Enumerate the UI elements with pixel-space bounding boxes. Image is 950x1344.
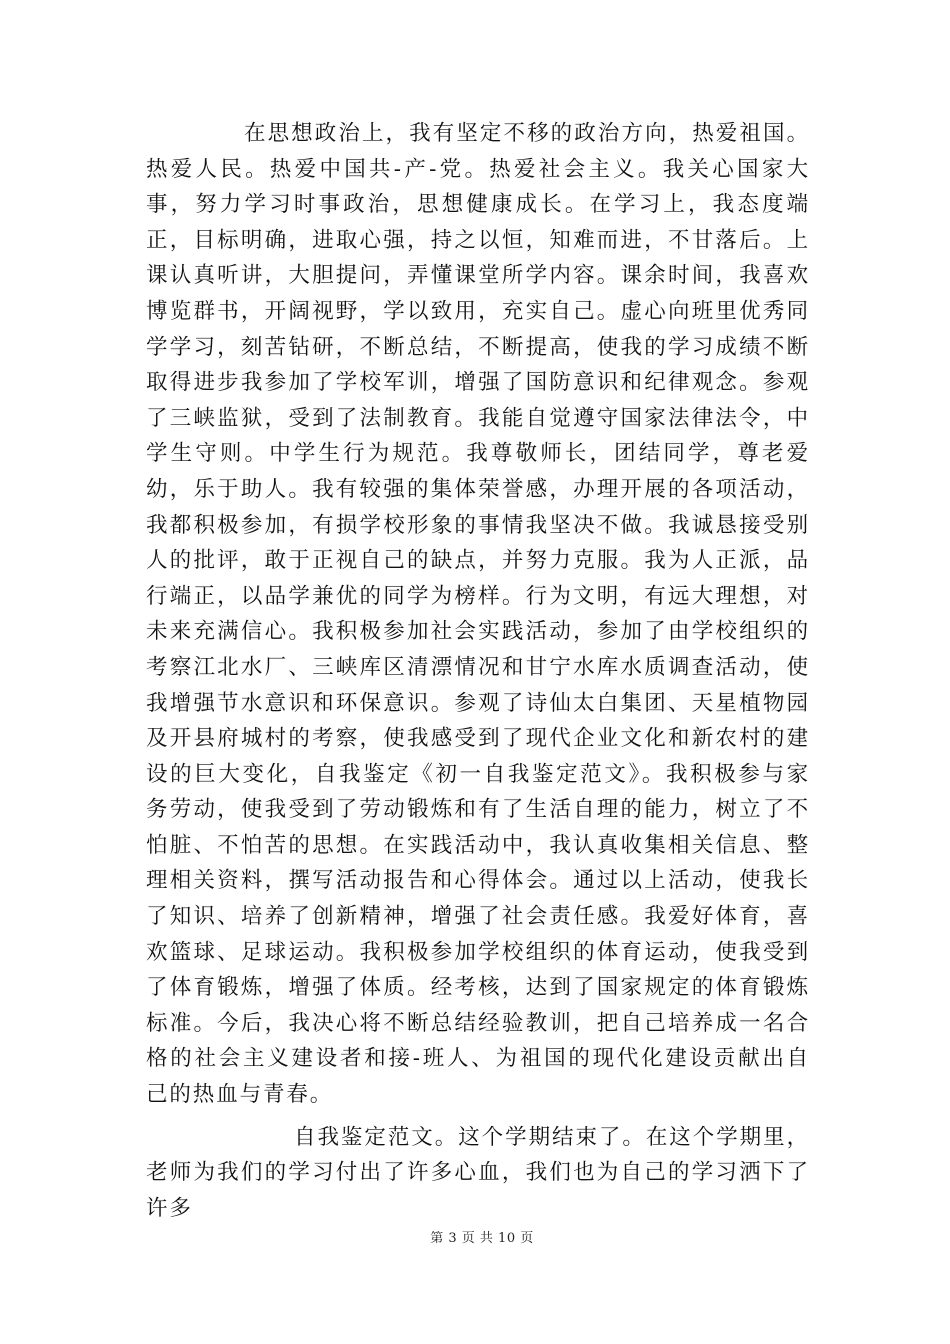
document-body xyxy=(146,116,810,1226)
page-number-text: 第 3 页 共 10 页 xyxy=(430,1231,534,1246)
paragraph-self-evaluation: 在思想政治上，我有坚定不移的政治方向，热爱祖国。热爱人民。热爱中国共-产-党。热爱社会主义。我关心国家大事，努力学习时事政治，思想健康成长。在学习上，我态度端正，目标明确，进取心强，持之以恒，知难而进，不甘落后。上课认真听讲，大胆提问，弄懂课堂所学内容。课余时间，我喜欢博览群书，开阔视野，学以致用，充实自己。虚心向班里优秀同学学习，刻苦钻研，不断总结，不断提高，使我的学习成绩不断取得进步我参加了学校军训，增强了国防意识和纪律观念。参观了三峡监狱，受到了法制教育。我能自觉遵守国家法律法令，中学生守则。中学生行为规范。我尊敬师长，团结同学，尊老爱幼，乐于助人。我有较强的集体荣誉感，办理开展的各项活动，我都积极参加，有损学校形象的事情我坚决不做。我诚恳接受别人的批评，敢于正视自己的缺点，并努力克服。我为人正派，品行端正，以品学兼优的同学为榜样。行为文明，有远大理想，对未来充满信心。我积极参加社会实践活动，参加了由学校组织的考察江北水厂、三峡库区清漂情况和甘宁水库水质调查活动，使我增强节水意识和环保意识。参观了诗仙太白集团、天星植物园及开县府城村的考察，使我感受到了现代企业文化和新农村的建设的巨大变化，自我鉴定《初一自我鉴定范文》。我积极参与家务劳动，使我受到了劳动锻炼和有了生活自理的能力，树立了不怕脏、不怕苦的思想。在实践活动中，我认真收集相关信息、整理相关资料，撰写活动报告和心得体会。通过以上活动，使我长了知识、培养了创新精神，增强了社会责任感。我爱好体育，喜欢篮球、足球运动。我积极参加学校组织的体育运动，使我受到了体育锻炼，增强了体质。经考核，达到了国家规定的体育锻炼标准。今后，我决心将不断总结经验教训，把自己培养成一名合格的社会主义建设者和接-班人、为祖国的现代化建设贡献出自己的热血与青春。 xyxy=(146,121,810,1108)
page-number-footer xyxy=(0,1231,950,1247)
paragraph-semester-summary: 自我鉴定范文。这个学期结束了。在这个学期里，老师为我们的学习付出了许多心血，我们也为自己的学习洒下了许多 xyxy=(146,1124,810,1221)
